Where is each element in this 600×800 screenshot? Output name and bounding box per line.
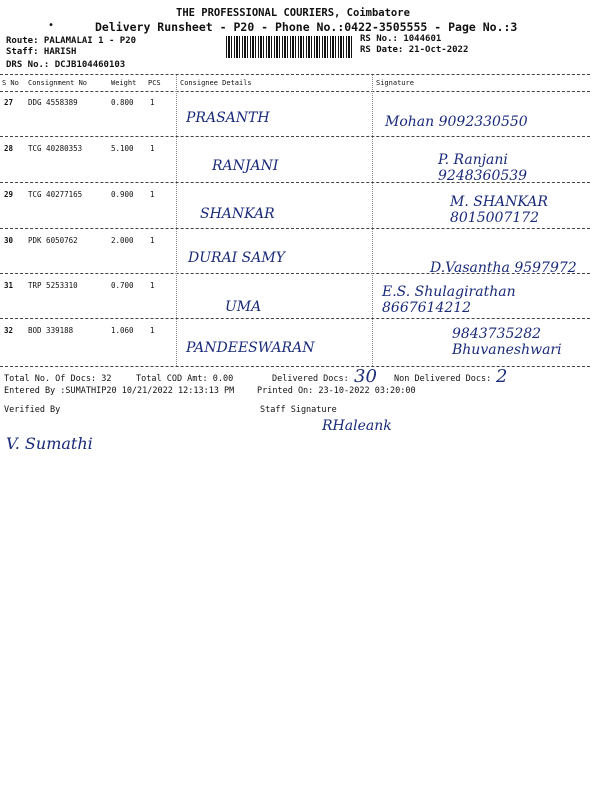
consignee-handwriting: SHANKAR: [200, 206, 275, 222]
non-delivered-label: Non Delivered Docs:: [394, 374, 492, 384]
row-sno: 28: [4, 144, 14, 153]
column-header-consignee: Consignee Details: [180, 79, 252, 87]
delivered-label: Delivered Docs:: [272, 374, 349, 384]
column-divider: [176, 75, 177, 366]
column-divider: [372, 75, 373, 366]
staff-label: Staff: HARISH: [6, 47, 77, 57]
row-rule: [0, 318, 590, 319]
row-consignment: DDG 4558389: [28, 98, 78, 107]
row-consignment: PDK 6050762: [28, 236, 78, 245]
column-header-signature: Signature: [376, 79, 414, 87]
row-weight: 0.800: [111, 98, 134, 107]
printed-on: Printed On: 23-10-2022 03:20:00: [257, 386, 416, 396]
consignee-handwriting: DURAI SAMY: [188, 250, 285, 266]
row-rule: [0, 136, 590, 137]
column-header-pcs: PCS: [148, 79, 161, 87]
row-pcs: 1: [150, 236, 155, 245]
delivered-count-handwriting: 30: [354, 366, 377, 387]
total-docs: Total No. Of Docs: 32: [4, 374, 112, 384]
signature-handwriting: D.Vasantha 9597972: [430, 260, 577, 276]
staff-signature-label: Staff Signature: [260, 405, 337, 415]
rs-number: RS No.: 1044601: [360, 34, 442, 44]
row-pcs: 1: [150, 190, 155, 199]
row-weight: 0.700: [111, 281, 134, 290]
column-header-consignment: Consignment No: [28, 79, 88, 87]
row-pcs: 1: [150, 144, 155, 153]
header-rule: [0, 91, 590, 92]
row-consignment: TRP 5253310: [28, 281, 78, 290]
row-pcs: 1: [150, 326, 155, 335]
staff-signature-mark: RHaleank: [322, 418, 392, 434]
total-cod: Total COD Amt: 0.00: [136, 374, 234, 384]
signature-handwriting: P. Ranjani 9248360539: [438, 152, 528, 184]
signature-handwriting: 9843735282 Bhuvaneshwari: [452, 326, 562, 358]
row-pcs: 1: [150, 281, 155, 290]
column-header-sno: S No: [2, 79, 19, 87]
signature-handwriting: M. SHANKAR 8015007172: [450, 194, 548, 226]
drs-number: DRS No.: DCJB104460103: [6, 60, 126, 70]
rs-date: RS Date: 21-Oct-2022: [360, 45, 469, 55]
document-subtitle: Delivery Runsheet - P20 - Phone No.:0422-3505555 - Page No.:3: [95, 20, 518, 34]
stray-mark: •: [48, 20, 55, 31]
row-sno: 29: [4, 190, 14, 199]
row-sno: 32: [4, 326, 14, 335]
column-header-weight: Weight: [111, 79, 137, 87]
document-title: THE PROFESSIONAL COURIERS, Coimbatore: [176, 7, 410, 19]
consignee-handwriting: PANDEESWARAN: [186, 340, 315, 356]
row-sno: 31: [4, 281, 14, 290]
verified-by-label: Verified By: [4, 405, 61, 415]
row-weight: 1.060: [111, 326, 134, 335]
non-delivered-count-handwriting: 2: [496, 366, 508, 387]
row-weight: 5.100: [111, 144, 134, 153]
signature-handwriting: Mohan 9092330550: [385, 114, 528, 130]
consignee-handwriting: UMA: [225, 299, 262, 315]
entered-by: Entered By :SUMATHIP20 10/21/2022 12:13:13 PM: [4, 386, 235, 396]
signature-handwriting: E.S. Shulagirathan 8667614212: [382, 284, 516, 316]
table-top-rule: [0, 74, 590, 75]
consignee-handwriting: RANJANI: [212, 158, 279, 174]
consignee-handwriting: PRASANTH: [186, 110, 270, 126]
barcode: [226, 36, 354, 58]
row-sno: 30: [4, 236, 14, 245]
row-consignment: TCG 40280353: [28, 144, 83, 153]
row-rule: [0, 228, 590, 229]
row-weight: 0.900: [111, 190, 134, 199]
route-label: Route: PALAMALAI 1 - P20: [6, 36, 137, 46]
row-consignment: BOD 339188: [28, 326, 74, 335]
row-consignment: TCG 40277165: [28, 190, 83, 199]
row-pcs: 1: [150, 98, 155, 107]
row-weight: 2.000: [111, 236, 134, 245]
verified-by-signature: V. Sumathi: [6, 434, 93, 453]
row-sno: 27: [4, 98, 14, 107]
